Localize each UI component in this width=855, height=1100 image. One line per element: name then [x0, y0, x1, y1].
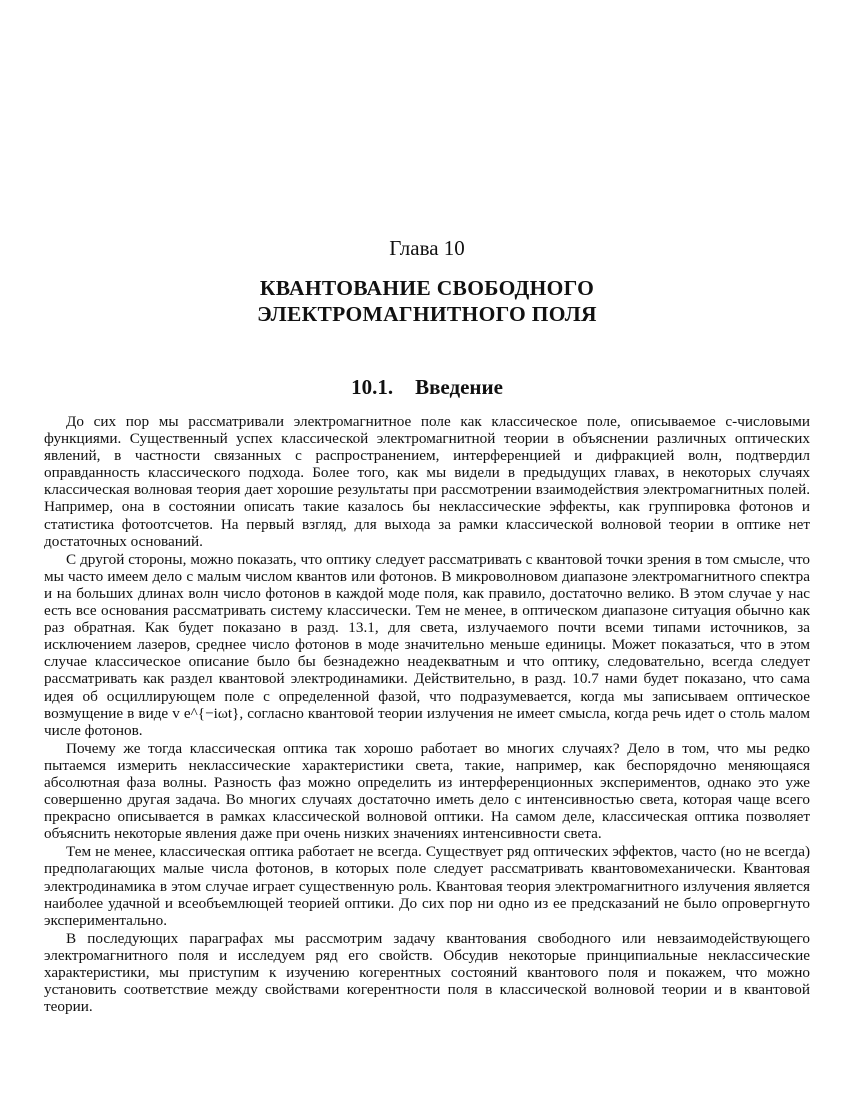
chapter-title	[44, 275, 810, 327]
chapter-title-line-1: КВАНТОВАНИЕ СВОБОДНОГО	[259, 276, 595, 300]
paragraph-3: Почему же тогда классическая оптика так хорошо работает во многих случаях? Дело в том, что мы редко пытаемся измерить неклассические характеристики света, такие, например, как беспорядочно меняющаяся абсолютная фаза волны. Разность фаз можно определить из интерференционных экспериментов, однако это уже совершенно другая задача. Во многих случаях достаточно иметь дело с интенсивностью света, которая чаще всего прекрасно описывается в рамках классической волновой оптики. На самом деле, классическая оптика позволяет объяснить некоторые явления даже при очень низких значениях интенсивности света.	[44, 739, 810, 843]
document-page	[44, 0, 810, 1100]
chapter-label: Глава 10	[389, 236, 465, 260]
body-text	[44, 413, 810, 1015]
section-number: 10.1.	[351, 375, 394, 399]
paragraph-1: До сих пор мы рассматривали электромагнитное поле как классическое поле, описываемое c-числовыми функциями. Существенный успех классической электромагнитной теории в объяснении различных оптических явлений, в частности связанных с распространением, интерференцией и дифракцией волн, подтвердил оправданность классического подхода. Более того, как мы видели в предыдущих главах, в некоторых случаях классическая волновая теория дает хорошие результаты при рассмотрении взаимодействия электромагнитных полей. Например, она в состоянии описать такие казалось бы неклассические эффекты, как группировка фотонов и статистика фотоотсчетов. На первый взгляд, для выхода за рамки классической волновой теории в оптике нет достаточных оснований.	[44, 413, 810, 550]
section-heading	[44, 374, 810, 400]
paragraph-5: В последующих параграфах мы рассмотрим задачу квантования свободного или невзаимодействующего электромагнитного поля и исследуем ряд его свойств. Обсудив некоторые принципиальные неклассические характеристики, мы приступим к изучению когерентных состояний квантового поля и покажем, что можно установить соответствие между свойствами когерентности поля в классической волновой теории и в квантовой теории.	[44, 929, 810, 1016]
section-title: Введение	[415, 375, 503, 399]
paragraph-2: С другой стороны, можно показать, что оптику следует рассматривать с квантовой точки зрения в том смысле, что мы часто имеем дело с малым числом квантов или фотонов. В микроволновом диапазоне электромагнитного спектра и на больших длинах волн число фотонов в каждой моде поля, как правило, достаточно велико. В этом случае у нас есть все основания рассматривать систему классически. Тем не менее, в оптическом диапазоне ситуация обычно как раз обратная. Как будет показано в разд. 13.1, для света, излучаемого почти всеми типами источников, за исключением лазеров, среднее число фотонов в моде значительно меньше единицы. Может показаться, что в этом случае классическое описание было бы безнадежно неадекватным и что оптику, следовательно, всегда следует рассматривать как раздел квантовой электродинамики. Действительно, в разд. 10.7 нами будет показано, что сама идея об осциллирующем поле с определенной фазой, что подразумевается, когда мы записываем оптическое возмущение в виде v e^{−iωt}, согласно квантовой теории излучения не имеет смысла, когда речь идет о столь малом числе фотонов.	[44, 550, 810, 739]
chapter-title-line-2: ЭЛЕКТРОМАГНИТНОГО ПОЛЯ	[257, 302, 597, 326]
paragraph-4: Тем не менее, классическая оптика работает не всегда. Существует ряд оптических эффектов, часто (но не всегда) предполагающих малые числа фотонов, в которых поле следует рассматривать квантовомеханически. Квантовая электродинамика в этом случае играет существенную роль. Квантовая теория электромагнитного излучения является наиболее удачной и всеобъемлющей теорией оптики. До сих пор ни одно из ее предсказаний не было опровергнуто экспериментально.	[44, 843, 810, 929]
